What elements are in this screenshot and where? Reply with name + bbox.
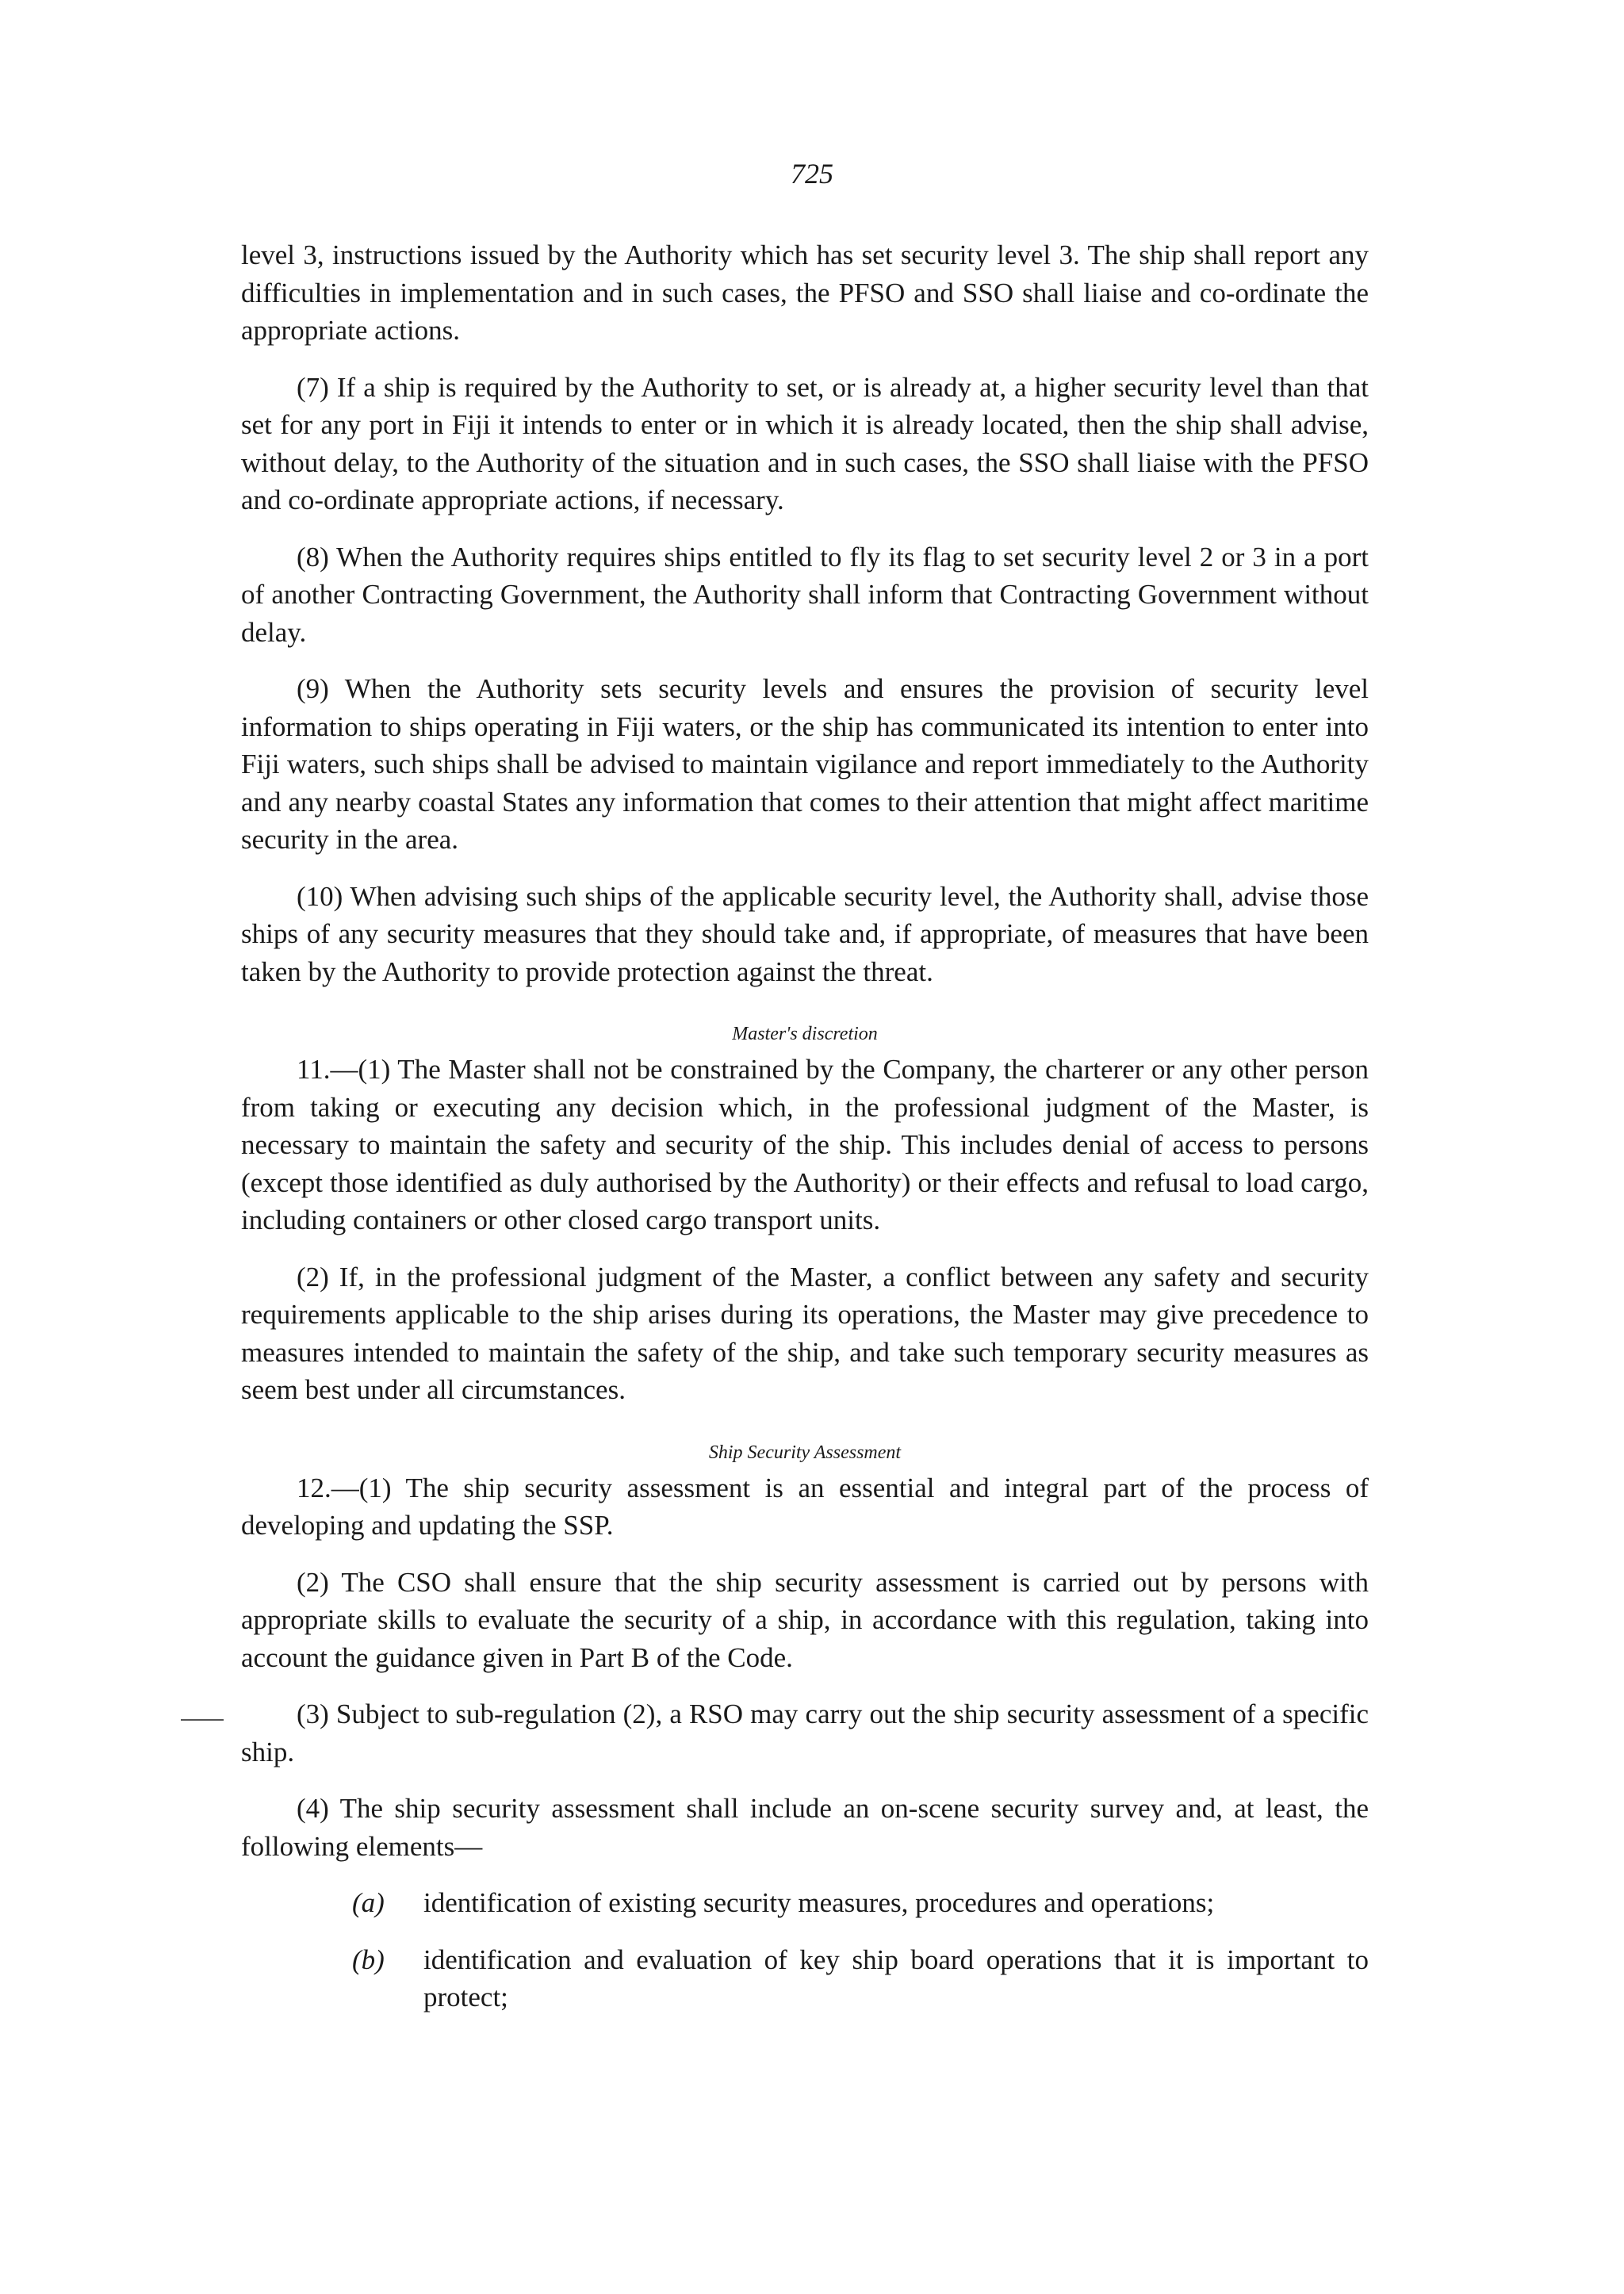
page-number: 725: [791, 158, 833, 190]
paragraph-12-4: (4) The ship security assessment shall include an on-scene security survey and, at least, the following elements—: [241, 1793, 1369, 1862]
margin-mark: [181, 1719, 224, 1721]
list-marker: (b): [352, 1944, 385, 1975]
paragraph-11-1: 11.—(1) The Master shall not be constrained by the Company, the charterer or any other person from taking or executing any decision which, in the professional judgment of the Master, is necessary to maintain the safety and security of the ship. This includes denial of access to persons (except those identified as duly authorised by the Authority) or their effects and refusal to load cargo, including containers or other closed cargo transport units.: [241, 1054, 1369, 1235]
page-content: [241, 236, 1369, 2035]
paragraph-10: (10) When advising such ships of the applicable security level, the Authority shall, advise those ships of any security measures that they should take and, if appropriate, of measures that have been taken by the Authority to provide protection against the threat.: [241, 880, 1369, 987]
list-item-a: [241, 1884, 1369, 1922]
paragraph-7: (7) If a ship is required by the Authority to set, or is already at, a higher security level than that set for any port in Fiji it intends to enter or in which it is already located, then the ship shall advise, without delay, to the Authority of the situation and in such cases, the SSO shall liaise with the PFSO and co-ordinate appropriate actions, if necessary.: [241, 371, 1369, 515]
paragraph-9: (9) When the Authority sets security levels and ensures the provision of security level information to ships operating in Fiji waters, or the ship has communicated its intention to enter into Fiji waters, such ships shall be advised to maintain vigilance and report immediately to the Authority and any nearby coastal States any information that comes to their attention that might affect maritime security in the area.: [241, 673, 1369, 855]
list-item-text: identification and evaluation of key ship board operations that it is important to protect;: [423, 1944, 1369, 2013]
paragraph-12-2: (2) The CSO shall ensure that the ship security assessment is carried out by persons with appropriate skills to evaluate the security of a ship, in accordance with this regulation, taking into account the guidance given in Part B of the Code.: [241, 1566, 1369, 1673]
section-heading-masters-discretion: Master's discretion: [732, 1024, 878, 1044]
paragraph-8: (8) When the Authority requires ships entitled to fly its flag to set security level 2 or 3 in a port of another Contracting Government, the Authority shall inform that Contracting Government without delay.: [241, 541, 1369, 648]
paragraph-11-2: (2) If, in the professional judgment of the Master, a conflict between any safety and security requirements applicable to the ship arises during its operations, the Master may give precedence to measures intended to maintain the safety of the ship, and take such temporary security measures as seem best under all circumstances.: [241, 1261, 1369, 1405]
list-marker: (a): [352, 1887, 385, 1918]
list-item-text: identification of existing security measures, procedures and operations;: [423, 1887, 1215, 1918]
paragraph-12-1: 12.—(1) The ship security assessment is an essential and integral part of the process of developing and updating the SSP.: [241, 1472, 1369, 1541]
paragraph-continuation: level 3, instructions issued by the Authority which has set security level 3. The ship shall report any difficulties in implementation and in such cases, the PFSO and SSO shall liaise and co-ordinate the appropriate actions.: [241, 239, 1369, 346]
list-item-b: [241, 1941, 1369, 2016]
section-heading-ship-security-assessment: Ship Security Assessment: [708, 1442, 902, 1463]
paragraph-12-3: (3) Subject to sub-regulation (2), a RSO may carry out the ship security assessment of a specific ship.: [241, 1698, 1369, 1767]
